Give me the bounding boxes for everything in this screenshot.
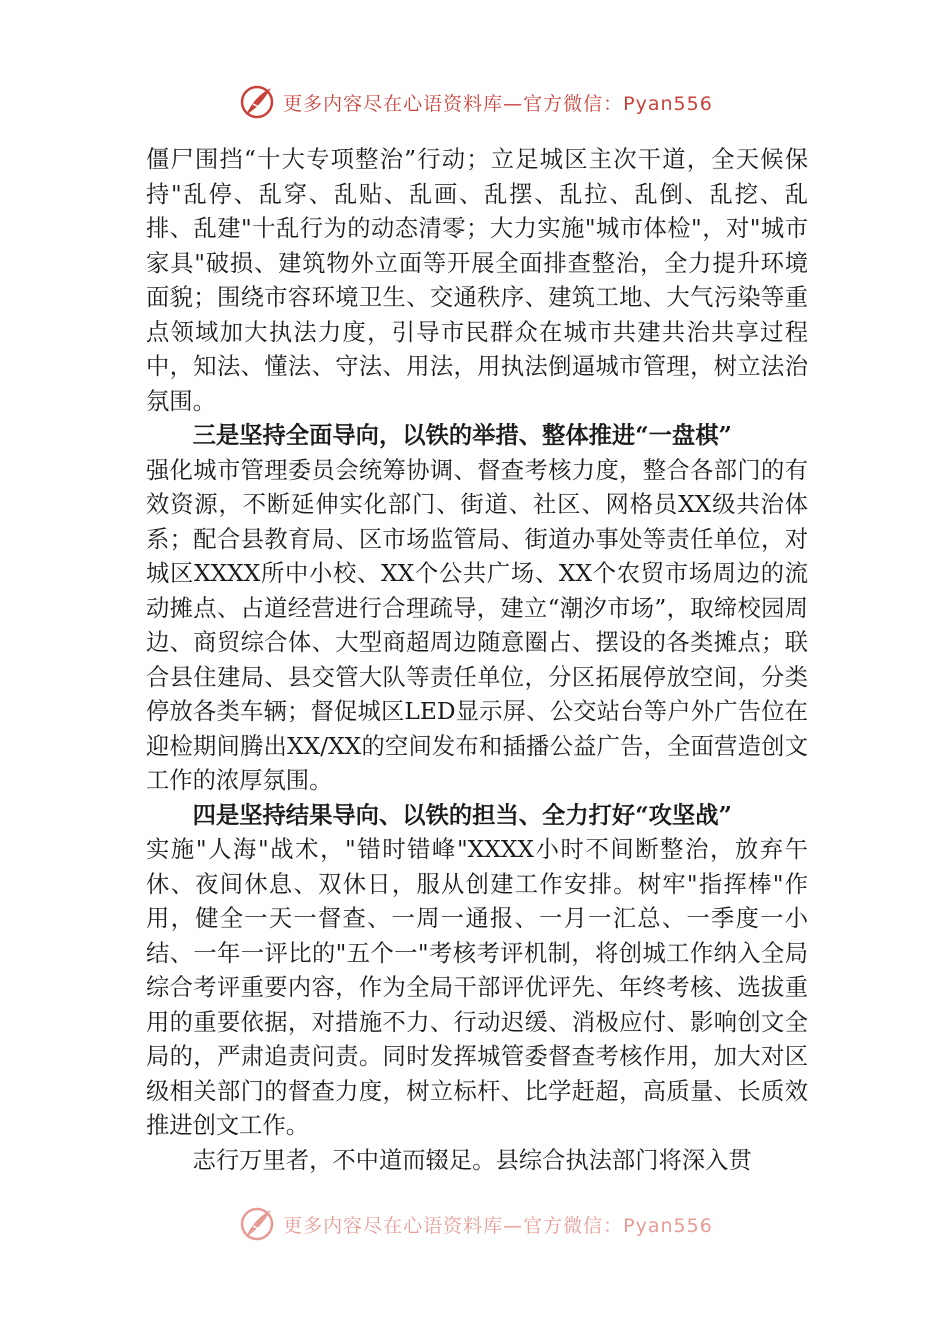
feather-pen-icon [237, 82, 277, 122]
section-heading: 四是坚持结果导向、以铁的担当、全力打好“攻坚战” [192, 801, 732, 829]
document-body [146, 143, 808, 1178]
paragraph-closing: 志行万里者，不中道而辍足。县综合执法部门将深入贯 [192, 1146, 752, 1174]
watermark-header [0, 80, 950, 124]
watermark-text: 更多内容尽在心语资料库—官方微信：Pyan556 [283, 92, 713, 115]
paragraph-body: 实施"人海"战术，"错时错峰"XXXX小时不间断整治，放弃午休、夜间休息、双休日，服从创建工作安排。树牢"指挥棒"作用，健全一天一督查、一周一通报、一月一汇总、一季度一小结、一年一评比的"五个一"考核考评机制，将创城工作纳入全局综合考评重要内容，作为全局干部评优评先、年终考核、选拔重用的重要依据，对措施不力、行动迟缓、消极应付、影响创文全局的，严肃追责问责。同时发挥城管委督查考核作用，加大对区级相关部门的督查力度，树立标杆、比学赶超，高质量、长质效推进创文工作。 [146, 836, 808, 1139]
feather-pen-icon [237, 1204, 277, 1244]
watermark-footer [0, 1202, 950, 1246]
paragraph-body: 僵尸围挡“十大专项整治”行动；立足城区主次干道，全天候保持"乱停、乱穿、乱贴、乱画、乱摆、乱拉、乱倒、乱挖、乱排、乱建"十乱行为的动态清零；大力实施"城市体检"，对"城市家具"破损、建筑物外立面等开展全面排查整治，全力提升环境面貌；围绕市容环境卫生、交通秩序、建筑工地、大气污染等重点领域加大执法力度，引导市民群众在城市共建共治共享过程中，知法、懂法、守法、用法，用执法倒逼城市管理，树立法治氛围。 [146, 146, 808, 415]
section-heading: 三是坚持全面导向，以铁的举措、整体推进“一盘棋” [192, 422, 732, 449]
watermark-text: 更多内容尽在心语资料库—官方微信：Pyan556 [283, 1214, 713, 1237]
paragraph-body: 强化城市管理委员会统筹协调、督查考核力度，整合各部门的有效资源，不断延伸实化部门、街道、社区、网格员XX级共治体系；配合县教育局、区市场监管局、街道办事处等责任单位，对城区XXXX所中小校、XX个公共广场、XX个农贸市场周边的流动摊点、占道经营进行合理疏导，建立“潮汐市场”，取缔校园周边、商贸综合体、大型商超周边随意圈占、摆设的各类摊点；联合县住建局、县交管大队等责任单位，分区拓展停放空间，分类停放各类车辆；督促城区LED显示屏、公交站台等户外广告位在迎检期间腾出XX/XX的空间发布和插播公益广告，全面营造创文工作的浓厚氛围。 [146, 456, 808, 794]
